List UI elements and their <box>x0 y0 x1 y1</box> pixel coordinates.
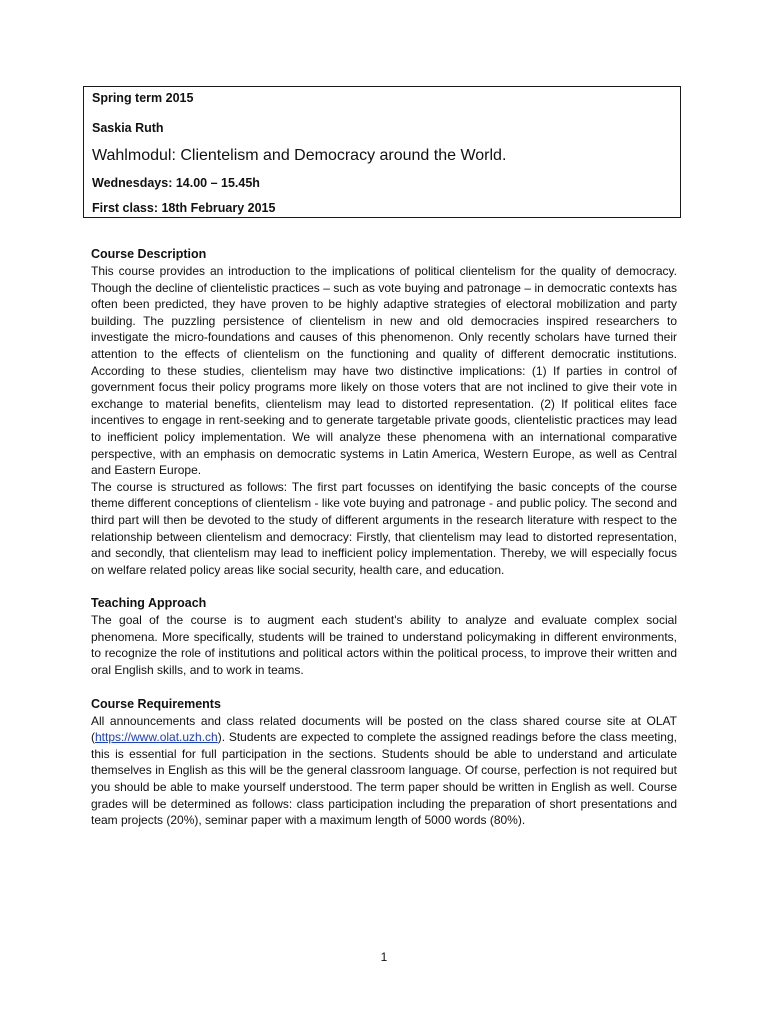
course-description-heading: Course Description <box>91 247 207 261</box>
author-name: Saskia Ruth <box>92 121 164 135</box>
course-title: Wahlmodul: Clientelism and Democracy around the World. <box>92 147 507 164</box>
course-description-paragraph-1: This course provides an introduction to the implications of political clientelism for the quality of democracy. Though the decline of clientelistic practices – such as vote buying and patronage – in democratic contexts has often been predicted, they have proven to be highly adaptive strategies of electoral mobilization and party building. The puzzling persistence of clientelism in new and old democracies inspired researchers to investigate the micro-foundations and causes of this phenomenon. Only recently scholars have turned their attention to the effects of clientelism on the functioning and quality of different democratic institutions. According to these studies, clientelism may have two distinctive implications: (1) If parties in control of government focus their policy programs more likely on those voters that are not inclined to give their vote in exchange to material benefits, clientelism may lead to distorted representation. (2) If political elites face incentives to engage in rent-seeking and to generate targetable private goods, clientelistic practices may lead to inefficient policy implementation. We will analyze these phenomena with an international comparative perspective, with an emphasis on democratic systems in Latin America, Western Europe, as well as Central and Eastern Europe. <box>91 264 677 478</box>
course-description-paragraph-2: The course is structured as follows: The first part focusses on identifying the basic concepts of the course theme different conceptions of clientelism - like vote buying and patronage - and public policy. The second and third part will then be devoted to the study of different arguments in the research literature with respect to the relationship between clientelism and democracy: Firstly, that clientelism may lead to distorted representation, and secondly, that clientelism may lead to inefficient policy implementation. Thereby, we will especially focus on welfare related policy areas like social security, health care, and education. <box>91 479 677 577</box>
requirements-text-part-2: ). Students are expected to complete the assigned readings before the class meeting, this is essential for full participation in the sections. Students should be able to understand and articulate themselves in English as this will be the general classroom language. Of course, perfection is not required but you should be able to make yourself understood. The term paper should be written in English as well. Course grades will be determined as follows: class participation including the preparation of short presentations and team projects (20%), seminar paper with a maximum length of 5000 words (80%). <box>91 730 677 828</box>
olat-link[interactable]: https://www.olat.uzh.ch <box>95 730 218 745</box>
course-header-box <box>83 86 681 218</box>
page-number: 1 <box>380 950 388 964</box>
course-requirements-paragraph <box>91 713 677 829</box>
teaching-approach-heading: Teaching Approach <box>91 596 207 611</box>
first-class-date: First class: 18th February 2015 <box>92 201 276 215</box>
term-label: Spring term 2015 <box>92 91 194 105</box>
course-requirements-heading: Course Requirements <box>91 696 221 711</box>
document-body <box>91 246 677 829</box>
teaching-approach-paragraph: The goal of the course is to augment each student's ability to analyze and evaluate complex social phenomena. More specifically, students will be trained to understand policymaking in different environments, to recognize the role of institutions and political actors within the political process, to improve their written and oral English skills, and to work in teams. <box>91 613 677 678</box>
requirements-text-part-1: All announcements and class related documents will be posted on the class shared course site at OLAT ( <box>91 713 677 745</box>
class-schedule: Wednesdays: 14.00 – 15.45h <box>92 176 260 190</box>
